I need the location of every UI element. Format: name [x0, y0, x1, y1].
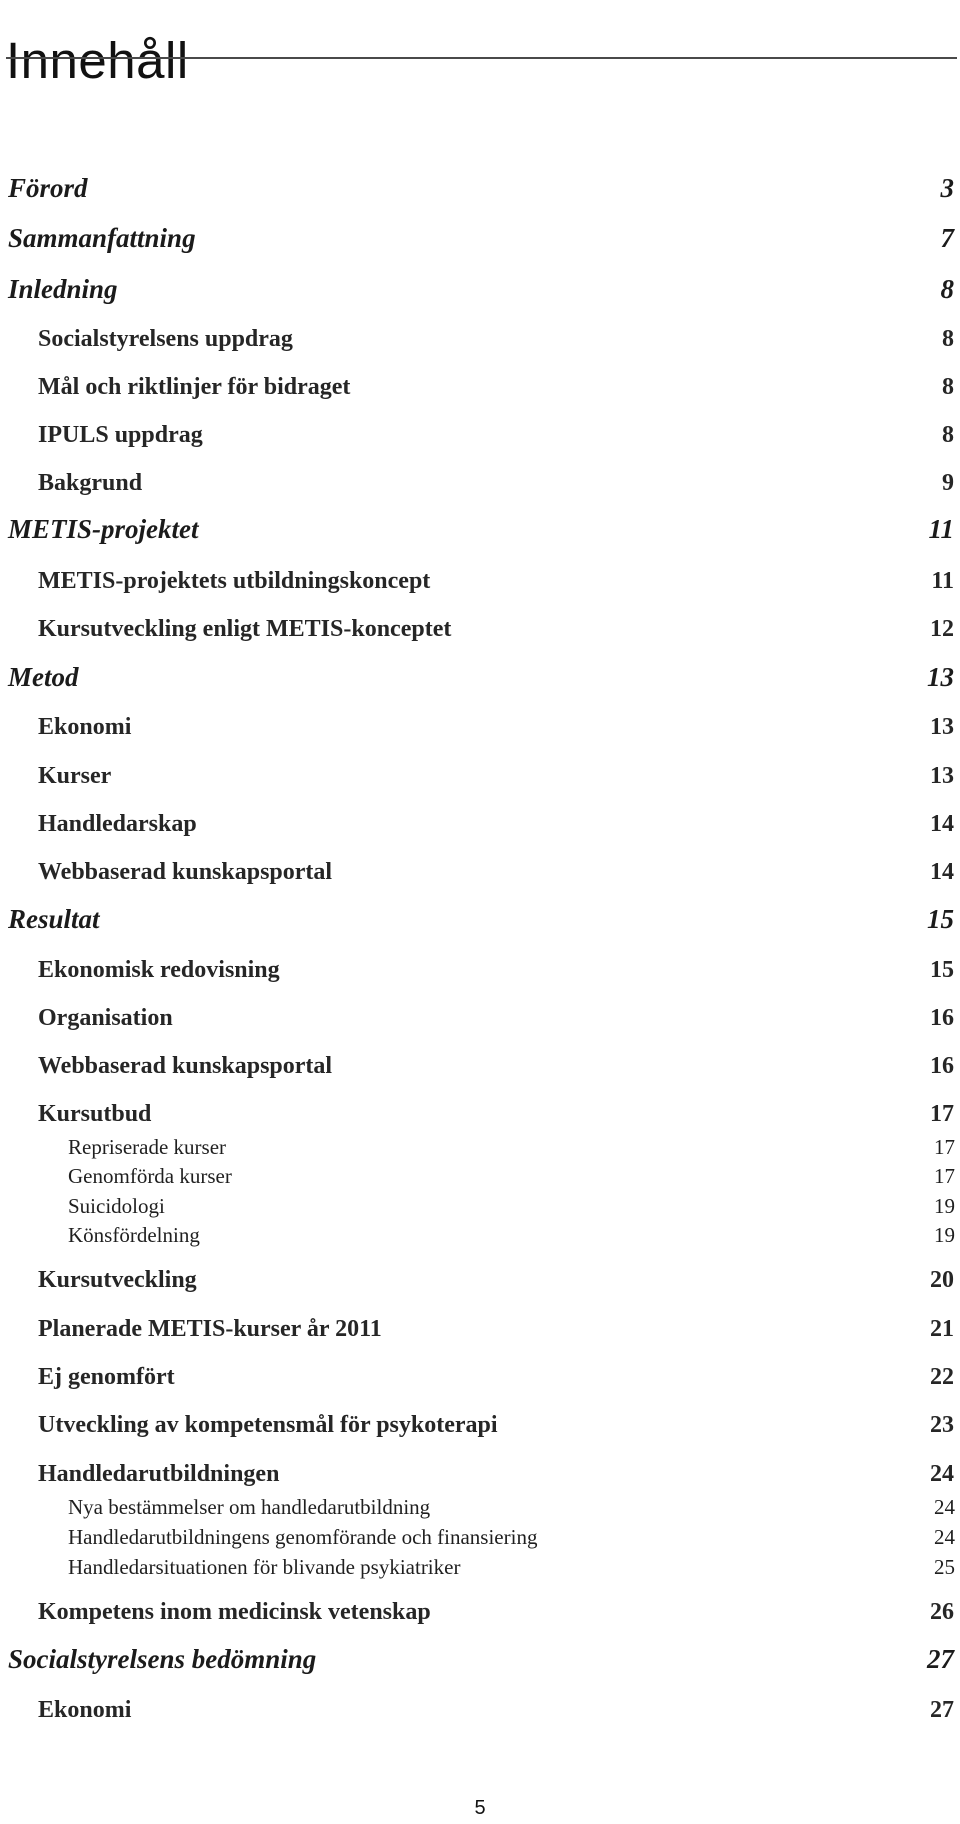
toc-section-entry: [0, 605, 960, 645]
toc-entry-label: Ekonomi: [38, 714, 132, 740]
toc-entry-page-number: 24: [930, 1461, 954, 1487]
toc-entry-page-number: 13: [927, 662, 954, 692]
toc-entry-label: Handledarutbildningens genomförande och finansiering: [68, 1525, 538, 1549]
toc-entry-label: Ekonomi: [38, 1697, 132, 1723]
toc-entry-page-number: 15: [927, 904, 954, 934]
toc-section-entry: [0, 459, 960, 499]
toc-entry-page-number: 8: [940, 274, 954, 304]
toc-section-entry: [0, 1305, 960, 1345]
toc-entry-label: Kursutbud: [38, 1101, 152, 1127]
toc-entry-page-number: 16: [930, 1005, 954, 1031]
toc-section-entry: [0, 1256, 960, 1296]
toc-entry-label: METIS-projektet: [8, 514, 199, 544]
toc-entry-page-number: 20: [930, 1267, 954, 1293]
toc-entry-page-number: 17: [934, 1135, 955, 1159]
toc-entry-page-number: 7: [940, 223, 954, 253]
toc-section-entry: [0, 1401, 960, 1441]
toc-entry-label: Suicidologi: [68, 1194, 165, 1218]
toc-section-entry: [0, 752, 960, 792]
page-title: Innehåll: [6, 32, 189, 90]
toc-entry-label: Handledarutbildningen: [38, 1461, 280, 1487]
toc-entry-label: Webbaserad kunskapsportal: [38, 1053, 333, 1079]
toc-chapter-entry: [0, 166, 960, 206]
toc-entry-label: Handledarsituationen för blivande psykiatriker: [68, 1555, 461, 1579]
toc-entry-page-number: 3: [940, 173, 954, 203]
toc-chapter-entry: [0, 507, 960, 547]
toc-section-entry: [0, 363, 960, 403]
toc-entry-page-number: 14: [930, 859, 954, 885]
toc-entry-label: IPULS uppdrag: [38, 422, 203, 448]
toc-chapter-entry: [0, 897, 960, 937]
toc-entry-page-number: 8: [942, 422, 954, 448]
toc-entry-label: Handledarskap: [38, 811, 197, 837]
toc-entry-label: Resultat: [8, 904, 100, 934]
toc-entry-page-number: 17: [934, 1164, 955, 1188]
toc-chapter-entry: [0, 655, 960, 695]
toc-entry-label: Inledning: [8, 274, 118, 304]
toc-section-entry: [0, 1588, 960, 1628]
toc-entry-label: Könsfördelning: [68, 1223, 200, 1247]
toc-entry-label: Socialstyrelsens uppdrag: [38, 326, 293, 352]
toc-entry-page-number: 8: [942, 374, 954, 400]
toc-entry-label: Ekonomisk redovisning: [38, 957, 280, 983]
toc-entry-label: Socialstyrelsens bedömning: [8, 1644, 317, 1674]
toc-entry-page-number: 21: [930, 1316, 954, 1342]
toc-section-entry: [0, 557, 960, 597]
toc-entry-label: METIS-projektets utbildningskoncept: [38, 568, 431, 594]
toc-entry-label: Genomförda kurser: [68, 1164, 232, 1188]
toc-entry-page-number: 26: [930, 1599, 954, 1625]
toc-entry-label: Kurser: [38, 763, 112, 789]
title-rule: [6, 57, 957, 59]
toc-entry-label: Kursutveckling: [38, 1267, 197, 1293]
toc-entry-page-number: 19: [934, 1223, 955, 1247]
toc-entry-label: Ej genomfört: [38, 1364, 175, 1390]
toc-entry-page-number: 16: [930, 1053, 954, 1079]
toc-entry-label: Bakgrund: [38, 470, 143, 496]
toc-entry-label: Förord: [8, 173, 88, 203]
toc-subsection-entry: [0, 1208, 960, 1248]
toc-entry-page-number: 19: [934, 1194, 955, 1218]
toc-entry-page-number: 13: [930, 714, 954, 740]
toc-entry-page-number: 22: [930, 1364, 954, 1390]
toc-entry-page-number: 14: [930, 811, 954, 837]
toc-entry-page-number: 17: [930, 1101, 954, 1127]
toc-entry-page-number: 13: [930, 763, 954, 789]
toc-entry-page-number: 8: [942, 326, 954, 352]
toc-section-entry: [0, 315, 960, 355]
toc-entry-label: Kompetens inom medicinsk vetenskap: [38, 1599, 431, 1625]
toc-entry-label: Metod: [8, 662, 79, 692]
toc-chapter-entry: [0, 1637, 960, 1677]
toc-entry-label: Mål och riktlinjer för bidraget: [38, 374, 351, 400]
toc-entry-label: Webbaserad kunskapsportal: [38, 859, 333, 885]
toc-entry-label: Kursutveckling enligt METIS-konceptet: [38, 616, 452, 642]
toc-section-entry: [0, 703, 960, 743]
page-number: 5: [474, 1797, 486, 1819]
toc-subsection-entry: [0, 1540, 960, 1580]
toc-entry-label: Repriserade kurser: [68, 1135, 227, 1159]
toc-section-entry: [0, 1353, 960, 1393]
toc-entry-page-number: 12: [930, 616, 954, 642]
toc-entry-page-number: 27: [930, 1697, 954, 1723]
toc-entry-page-number: 11: [931, 568, 954, 594]
toc-entry-label: Utveckling av kompetensmål för psykoterapi: [38, 1412, 498, 1438]
toc-entry-page-number: 24: [934, 1495, 955, 1519]
toc-entry-page-number: 11: [928, 514, 954, 544]
toc-entry-page-number: 25: [934, 1555, 955, 1579]
toc-chapter-entry: [0, 216, 960, 256]
toc-section-entry: [0, 411, 960, 451]
toc-entry-page-number: 27: [927, 1644, 954, 1674]
toc-entry-page-number: 24: [934, 1525, 955, 1549]
toc-section-entry: [0, 1042, 960, 1082]
toc-entry-label: Planerade METIS-kurser år 2011: [38, 1316, 382, 1342]
toc-section-entry: [0, 946, 960, 986]
toc-entry-page-number: 9: [942, 470, 954, 496]
toc-entry-label: Organisation: [38, 1005, 173, 1031]
toc-section-entry: [0, 994, 960, 1034]
toc-section-entry: [0, 800, 960, 840]
toc-chapter-entry: [0, 267, 960, 307]
toc-section-entry: [0, 1686, 960, 1726]
toc-entry-page-number: 23: [930, 1412, 954, 1438]
toc-entry-label: Nya bestämmelser om handledarutbildning: [68, 1495, 431, 1519]
toc-entry-page-number: 15: [930, 957, 954, 983]
toc-entry-label: Sammanfattning: [8, 223, 196, 253]
toc-section-entry: [0, 848, 960, 888]
